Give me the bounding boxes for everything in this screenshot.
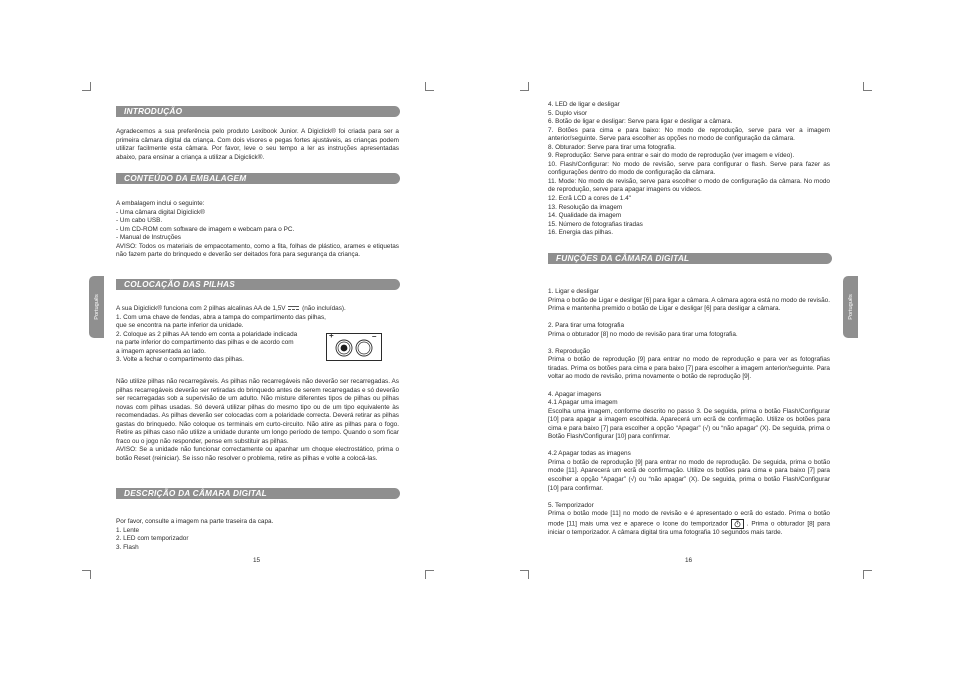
battery-intro-tail: (não incluídas). [302,305,346,312]
package-warning: AVISO: Todos os materiais de empacotamento, como a fita, folhas de plástico, arames e etiquetas não fazem parte do brinquedo e deverão ser deitados fora para segurança da criança. [116,242,399,259]
subsection-title: 3. Reprodução [548,347,590,355]
section-title: COLOCAÇÃO DAS PILHAS [124,279,235,289]
package-contents [116,200,399,260]
battery-icon [327,334,381,360]
list-item: 4. LED de ligar e desligar [548,101,620,108]
step-line: a imagem apresentada ao lado. [116,347,206,355]
language-tab-label: Português [93,294,100,320]
dc-symbol-icon [288,305,299,311]
parts-list [548,101,830,238]
subsection-title: 4.1 Apagar uma imagem [548,399,618,407]
subsection-title: 4. Apagar imagens [548,390,602,398]
timer-text-a: Prima o botão mode [11] no modo de revisão e é apresentado o ecrã do estado. Prima o botão mode [11] mais uma vez e aparece o ícone do temporizador [548,510,830,528]
list-item: 5. Duplo visor [548,109,588,117]
battery-warning-text: Não utilize pilhas não recarregáveis. As pilhas não recarregáveis não deverão ser recarregadas. As pilhas recarregáveis deverão ser retiradas do brinquedo antes de serem recarregadas e só deverão ser recarregadas sob a supervisão de um adulto. Não misture diferentes tipos de pilhas ou pilhas novas com pilhas usadas. Só deverá utilizar pilhas do mesmo tipo ou de um tipo equivalente às recomendadas. As pilhas deverão ser colocadas com a polaridade correcta. Deverá retirar as pilhas gastas do brinquedo. Não coloque os terminais em curto-circuito. Não atire as pilhas para o fogo. Retire as pilhas caso não utilize a unidade durante um longo período de tempo. Quando o som ficar fraco ou o jogo não responder, pense em substituir as pilhas. [116,378,399,445]
battery-intro [116,305,399,314]
list-item: 14. Qualidade da imagem [548,212,622,220]
subsection-title: 5. Temporizador [548,501,594,509]
step-line: 3. Volte a fechar o compartimento das pilhas. [116,356,244,364]
subsection-title: 4.2 Apagar todas as imagens [548,450,631,458]
subsection-title: 2. Para tirar uma fotografia [548,322,625,330]
list-item: 13. Resolução da imagem [548,203,623,211]
list-item: 15. Número de fotografias tiradas [548,220,643,228]
list-item: 6. Botão de ligar e desligar: Serve para ligar e desligar a câmara. [548,118,733,126]
list-item: 11. Mode: No modo de revisão, serve para escolher o modo de configuração da câmara. No modo de reprodução, serve para apagar imagens ou vídeos. [548,177,830,194]
timer-text-b: . Prima o obturador [8] para iniciar o temporizador. A câmara digital tira uma fotografia 10 segundos mais tarde. [548,520,830,536]
list-item: 3. Flash [116,543,139,551]
list-item: Por favor, consulte a imagem na parte traseira da capa. [116,518,274,525]
battery-warnings [116,378,399,463]
list-item: A embalagem inclui o seguinte: [116,200,205,207]
list-item: - Um CD-ROM com software de imagem e webcam para o PC. [116,225,295,233]
section-banner-intro [116,103,400,117]
list-item: - Uma câmara digital Digiclick® [116,208,205,216]
list-item: 16. Energia das pilhas. [548,229,614,237]
section-title: DESCRIÇÃO DA CÂMARA DIGITAL [124,488,267,498]
intro-text: Agradecemos a sua preferência pelo produto Lexibook Junior. A Digiclick® foi criada para ser a primeira câmara digital da criança. Com dois visores e pegas fortes ajustáveis, as crianças podem utilizar facilmente esta câmara. Por favor, leve o seu tempo a ler as instruções apresentadas abaixo, para ensinar a criança a utilizar a Digiclick®. [116,128,399,161]
battery-diagram [326,333,382,361]
subsection-title: 1. Ligar e desligar [548,288,599,295]
timer-icon [731,519,744,529]
subsection-text: Prima o botão de reprodução [9] para entrar no modo de reprodução e para ver as fotografias tiradas. Prima os botões para cima e para baixo [7] para escolher a imagem anterior/seguinte. Para voltar ao modo de revisão, prima novamente o botão de reprodução [9]. [548,356,830,381]
section-title: FUNÇÕES DA CÂMARA DIGITAL [556,253,690,263]
section-banner-description [116,485,400,499]
section-title: CONTEÚDO DA EMBALAGEM [124,173,247,183]
list-item: - Manual de Instruções [116,234,182,242]
functions-body [548,288,830,538]
step-line: que se encontra na parte inferior da unidade. [116,322,244,330]
list-item: 9. Reprodução: Serve para entrar e sair do modo de reprodução (ver imagem e vídeo). [548,152,795,160]
list-item: 8. Obturador: Serve para tirar uma fotografia. [548,143,676,151]
section-banner-package [116,170,400,184]
list-item: 2. LED com temporizador [116,535,189,543]
subsection-text [548,510,830,537]
list-item: 12. Ecrã LCD a cores de 1.4" [548,195,631,203]
step-line: 1. Com uma chave de fendas, abra a tampa do compartimento das pilhas, [116,313,326,321]
list-item: 7. Botões para cima e para baixo: No modo de reprodução, serve para ver a imagem anterior/seguinte. Serve para escolher as opções no modo de configuração da câmara. [548,126,830,143]
step-line: 2. Coloque as 2 pilhas AA tendo em conta a polaridade indicada [116,330,298,338]
list-item: 1. Lente [116,526,140,534]
battery-intro-text: A sua Digiclick® funciona com 2 pilhas alcalinas AA de 1,5V [116,305,286,312]
subsection-text: Prima o obturador [8] no modo de revisão para tirar uma fotografia. [548,330,738,338]
page-number: 16 [685,557,693,564]
subsection-text: Prima o botão de Ligar e desligar [6] para ligar a câmara. A câmara agora está no modo de revisão. Prima e mantenha premido o botão de Ligar e desligar [6] para desligar a câmara. [548,296,830,313]
reset-warning-text: AVISO: Se a unidade não funcionar correctamente ou apanhar um choque electrostático, prima o botão Reset (reiniciar). Se isso não resolver o problema, retire as pilhas e volte a colocá-las. [116,446,399,462]
page-number: 15 [253,557,261,564]
subsection-text: Escolha uma imagem, conforme descrito no passo 3. De seguida, prima o botão Flash/Configurar [10] para apagar a imagem escolhida. Aparecerá um ecrã de confirmação. Utilize os botões para cima e para baixo [7] para escolher a opção “Apagar” (√) ou “não apagar” (X). De seguida, prima o Botão Flash/Configurar [10] para confirmar. [548,407,830,441]
plus-sign: + [329,331,334,340]
list-item: 10. Flash/Configurar: No modo de revisão, serve para configurar o flash. Serve para fazer as configurações dentro do modo de configuração da câmara. [548,160,830,177]
section-title: INTRODUÇÃO [124,106,183,116]
subsection-text: Prima o botão de reprodução [9] para entrar no modo de reprodução. De seguida, prima o botão mode [11]. Aparecerá um ecrã de confirmação. Utilize os botões para cima e para baixo [7] para escolher a opção “Apagar” (√) ou “não apagar” (X). De seguida, prima o botão Flash/Configurar [10] para confirmar. [548,458,830,492]
language-tab-label: Português [847,294,854,320]
minus-sign: – [372,332,377,341]
list-item: - Um cabo USB. [116,217,163,225]
section-banner-functions [548,250,832,264]
description-list [116,518,399,552]
step-line: na parte inferior do compartimento das pilhas e de acordo com [116,339,294,347]
intro-paragraph [116,128,399,162]
right-page [477,0,954,675]
section-banner-batteries [116,276,400,290]
